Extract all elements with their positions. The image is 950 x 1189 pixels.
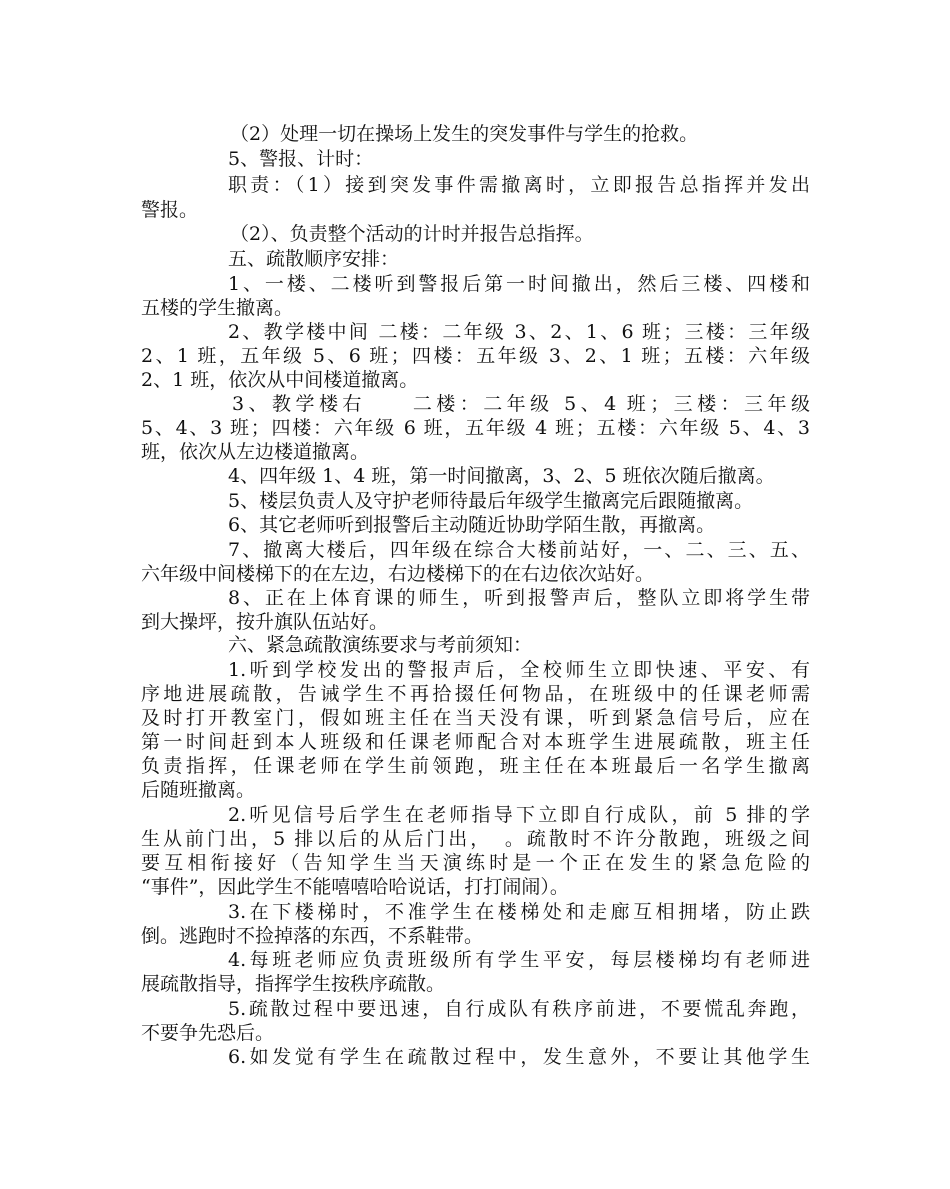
text-line: 3、教学楼右 二楼：二年级 5、4 班；三楼：三年级 xyxy=(232,393,810,415)
text-line: 5.疏散过程中要迅速，自行成队有秩序前进，不要慌乱奔跑， xyxy=(228,998,810,1020)
text-line: 6.如发觉有学生在疏散过程中，发生意外，不要让其他学生 xyxy=(228,1046,810,1068)
text-line: 生从前门出，5 排以后的从后门出， 。疏散时不许分散跑，班级之间 xyxy=(141,828,810,850)
text-line: 1、一楼、二楼听到警报后第一时间撤出，然后三楼、四楼和 xyxy=(228,273,810,295)
section-heading: 六、紧急疏散演练要求与考前须知： xyxy=(228,634,533,656)
text-line: “事件”，因此学生不能嘻嘻哈哈说话，打打闹闹）。 xyxy=(141,876,569,898)
text-line: 班，依次从左边楼道撤离。 xyxy=(141,441,370,463)
section-heading: 5、警报、计时： xyxy=(228,148,374,170)
text-line: 2.听见信号后学生在老师指导下立即自行成队，前 5 排的学 xyxy=(228,804,810,826)
text-line: （2）处理一切在操场上发生的突发事件与学生的抢救。 xyxy=(230,123,699,145)
text-line: 警报。 xyxy=(141,199,199,221)
text-line: 1.听到学校发出的警报声后，全校师生立即快速、平安、有 xyxy=(228,659,810,681)
text-line: 4.每班老师应负责班级所有学生平安，每层楼梯均有老师进 xyxy=(228,949,810,971)
text-line: 及时打开教室门，假如班主任在当天没有课，听到紧急信号后，应在 xyxy=(141,707,810,729)
text-line: 到大操坪，按升旗队伍站好。 xyxy=(141,611,389,633)
text-line: 2、1 班，依次从中间楼道撤离。 xyxy=(141,369,419,391)
text-line: 4、四年级 1、4 班，第一时间撤离，3、2、5 班依次随后撤离。 xyxy=(228,465,775,487)
text-line: 2、1 班，五年级 5、6 班；四楼：五年级 3、2、1 班；五楼：六年级 xyxy=(141,345,810,367)
text-line: 第一时间赶到本人班级和任课老师配合对本班学生进展疏散，班主任 xyxy=(141,731,810,753)
section-heading: 五、疏散顺序安排： xyxy=(228,248,400,270)
text-line: 六年级中间楼梯下的在左边，右边楼梯下的在右边依次站好。 xyxy=(141,563,655,585)
text-line: 序地进展疏散，告诫学生不再拾掇任何物品，在班级中的任课老师需 xyxy=(141,683,810,705)
text-line: 3.在下楼梯时，不准学生在楼梯处和走廊互相拥堵，防止跌 xyxy=(228,901,810,923)
text-line: 五楼的学生撤离。 xyxy=(141,297,294,319)
text-line: 负责指挥，任课老师在学生前领跑，班主任在本班最后一名学生撤离 xyxy=(141,755,810,777)
text-line: 展疏散指导，指挥学生按秩序疏散。 xyxy=(141,973,446,995)
text-line: 职责：（1）接到突发事件需撤离时，立即报告总指挥并发出 xyxy=(228,174,810,196)
text-line: 8、正在上体育课的师生，听到报警声后，整队立即将学生带 xyxy=(228,587,810,609)
text-line: 5、楼层负责人及守护老师待最后年级学生撤离完后跟随撤离。 xyxy=(228,490,754,512)
text-line: （2）、负责整个活动的计时并报告总指挥。 xyxy=(230,223,594,245)
text-line: 不要争先恐后。 xyxy=(141,1022,275,1044)
text-line: 5、4、3 班；四楼：六年级 6 班，五年级 4 班；五楼：六年级 5、4、3 xyxy=(141,417,810,439)
text-line: 要互相衔接好（告知学生当天演练时是一个正在发生的紧急危险的 xyxy=(141,852,810,874)
text-line: 2、教学楼中间 二楼：二年级 3、2、1、6 班；三楼：三年级 xyxy=(228,321,810,343)
text-line: 6、其它老师听到报警后主动随近协助学陌生散，再撤离。 xyxy=(228,514,716,536)
text-line: 7、撤离大楼后，四年级在综合大楼前站好，一、二、三、五、 xyxy=(228,539,810,561)
text-line: 后随班撤离。 xyxy=(141,779,256,801)
text-line: 倒。逃跑时不捡掉落的东西，不系鞋带。 xyxy=(141,925,484,947)
